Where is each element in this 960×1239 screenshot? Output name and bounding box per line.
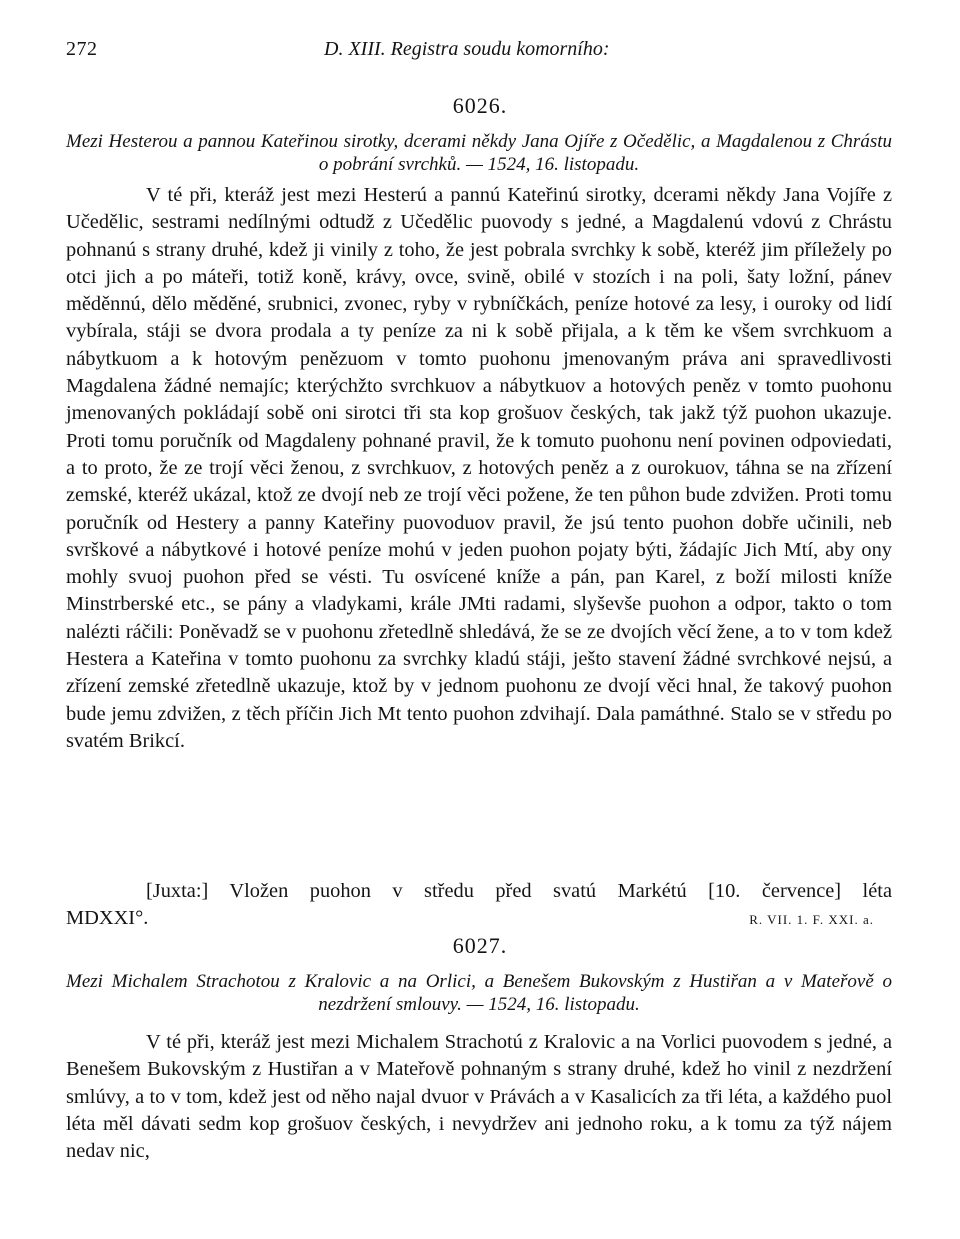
juxta-year: MDXXI°. [66,907,149,930]
entry-number: 6026. [452,93,508,118]
running-title: D. XIII. Registra soudu komorního: [324,38,610,60]
page-number: 272 [66,38,98,60]
entry-text: V té při, kteráž jest mezi Hesterú a pannú Kateřinú sirotky, dcerami někdy Jana Vojíře z Učedělic, sestrami nedílnými odtudž z Učedělic puovody s jedné, a Magdalenú vdovú z Chrástu pohnanú s strany druhé, kdež ji vinily z toho, že jest pobrala svrchky k sobě, kteréž jim příležely po otci jich a po máteři, totiž koně, krávy, ovce, svině, obilé v stozích i na poli, šaty ložní, pánev měděnnú, dělo měděné, srubnici, zvonec, ryby v rybníčkách, peníze hotové za lesy, i ouroky od lidí vybírala, stáji se dvora prodala a ty peníze za ni k sobě přijala, a k těm ke všem svrchkuom a nábytkuom a k hotovým penězuom v tomto puohonu jmenovaným práva ani spravedlivosti Magdalena žádné nemajíc; kterýchžto svrchkuov a nábytkuov a hotových peněz v tomto puohonu jmenovaných pokládají sobě oni sirotci tři sta kop grošuov českých, tak jakž týž puohon ukazuje. Proti tomu poručník od Magdaleny pohnané pravil, že k tomuto puohonu není povinen odpoviedati, a to proto, že ze trojí věci ženou, z svrchkuov, z hotových peněz a z ourokuov, táhna se na zřízení zemské, kteréž ukázal, ktož ze dvojí neb ze trojí věci požene, že ten půhon bude zdvižen. Proti tomu poručník od Hestery a panny Kateřiny puovoduov pravil, že jsú tento puohon dobře učinili, neb svrškové a nábytkové i hotové peníze mohú v jeden puohon pojaty býti, žádajíc Jich Mtí, aby ony mohly svuoj puohon před se vésti. Tu osvícené kníže a pán, pan Karel, z boží milosti kníže Minstrberské etc., se pány a vladykami, krále JMti radami, slyševše puohon a odpor, takto o tom nalézti ráčili: Poněvadž se v puohonu zřetedlně shledává, že se ze dvojích věcí žene, a to v tom kdež Hestera a Kateřina v tomto puohonu za svrchky kladú stáji, ješto stavení žádné svrchkové nejsú, a zřízení zemské zřetedlně ukazuje, ktož by v jednom puohonu ze dvojí věci hnal, že takový puohon bude jemu zdvižen, z těch příčin Jich Mt tento puohon zdvihají. Dala památhné. Stalo se v středu po svatém Brikcí. [66,184,892,752]
juxta-note [66,878,892,934]
archival-signature: R. VII. 1. F. XXI. a. [749,912,874,928]
entry-summary: Mezi Hesterou a pannou Kateřinou sirotky, dcerami někdy Jana Ojíře z Očedělic, a Magdalenou z Chrástu o pobrání svrchků. — 1524, 16. listopadu. [66,131,892,175]
entry-number: 6027. [452,933,508,958]
page-header [66,38,892,68]
juxta-text: [Juxta:] Vložen puohon v středu před svatú Markétú [10. července] léta [146,880,892,902]
entry-summary: Mezi Michalem Strachotou z Kralovic a na Orlici, a Benešem Bukovským z Hustiřan a v Mateřově o nezdržení smlouvy. — 1524, 16. listopadu. [66,971,892,1015]
entry-body [66,1029,892,1165]
entry-text: V té při, kteráž jest mezi Michalem Strachotú z Kralovic a na Vorlici puovodem s jedné, a Benešem Bukovským z Hustiřan a v Mateřově pohnaným s strany druhé, kdež ho vinil z nezdržení smlúvy, a to v tom, kdež jest od něho najal dvuor v Právách a v Kasalicích za tři léta, a každého puol léta měl dávati sedm kop grošuov českých, i nevydržev ani jednoho roku, a k tomu za týž nájem nedav nic, [66,1031,892,1163]
entry-body [66,182,892,755]
